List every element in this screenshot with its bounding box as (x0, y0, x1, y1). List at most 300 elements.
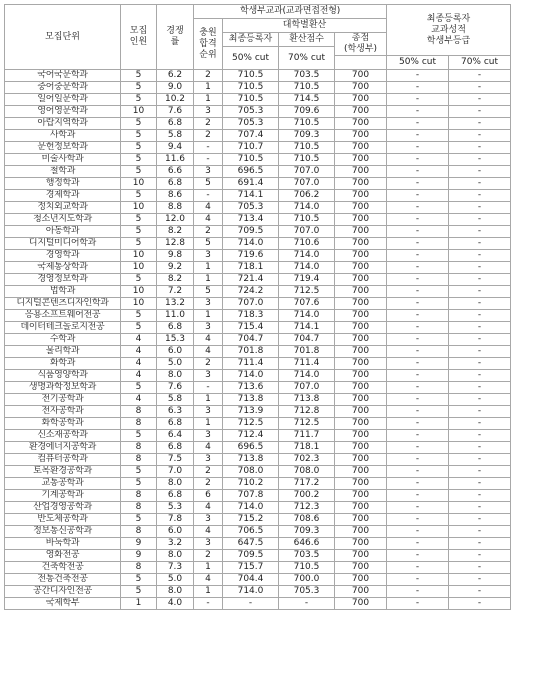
total-cell: 700 (335, 178, 387, 190)
grade-50-cell: - (387, 310, 449, 322)
table-row (5, 286, 511, 298)
table-row (5, 550, 511, 562)
final-reg-50-cell: 713.9 (223, 406, 279, 418)
total-cell: 700 (335, 526, 387, 538)
table-row (5, 118, 511, 130)
waitlist-cell: 2 (194, 358, 223, 370)
quota-cell: 4 (121, 334, 157, 346)
total-cell: 700 (335, 214, 387, 226)
conv-score-70-cell: 712.5 (279, 418, 335, 430)
waitlist-cell: 5 (194, 286, 223, 298)
total-cell: 700 (335, 334, 387, 346)
grade-70-cell: - (449, 286, 511, 298)
quota-cell: 10 (121, 250, 157, 262)
dept-cell: 미술사학과 (5, 154, 121, 166)
total-cell: 700 (335, 466, 387, 478)
grade-50-cell: - (387, 526, 449, 538)
quota-cell: 4 (121, 394, 157, 406)
main-group-header: 학생부교과(교과면접전형) (194, 5, 387, 19)
quota-cell: 10 (121, 286, 157, 298)
final-reg-50-cell: 713.8 (223, 454, 279, 466)
total-cell: 700 (335, 274, 387, 286)
total-cell: 700 (335, 370, 387, 382)
quota-cell: 9 (121, 550, 157, 562)
quota-cell: 8 (121, 418, 157, 430)
waitlist-cell: 4 (194, 214, 223, 226)
final-reg-50-cell: 691.4 (223, 178, 279, 190)
grade-70-cell: - (449, 190, 511, 202)
grade-70-cell: - (449, 106, 511, 118)
competition-cell: 6.2 (157, 70, 194, 82)
waitlist-cell: 4 (194, 346, 223, 358)
competition-cell: 6.8 (157, 490, 194, 502)
competition-cell: 6.8 (157, 418, 194, 430)
conv-score-70-cell: 710.5 (279, 214, 335, 226)
quota-cell: 8 (121, 406, 157, 418)
dept-cell: 국어국문학과 (5, 70, 121, 82)
quota-cell: 10 (121, 298, 157, 310)
quota-cell: 5 (121, 310, 157, 322)
grade-50-cell: - (387, 322, 449, 334)
dept-cell: 생명과학정보학과 (5, 382, 121, 394)
competition-cell: 5.0 (157, 358, 194, 370)
competition-cell: 8.0 (157, 370, 194, 382)
table-row (5, 238, 511, 250)
competition-cell: 5.8 (157, 394, 194, 406)
total-cell: 700 (335, 538, 387, 550)
dept-cell: 문헌정보학과 (5, 142, 121, 154)
total-cell: 700 (335, 202, 387, 214)
grade-50-cell: - (387, 154, 449, 166)
quota-cell: 5 (121, 214, 157, 226)
grade-50-cell: - (387, 178, 449, 190)
grade-70-cell: - (449, 490, 511, 502)
table-row (5, 94, 511, 106)
final-reg-50-cell: 715.4 (223, 322, 279, 334)
table-row (5, 382, 511, 394)
grade-70-cell: - (449, 322, 511, 334)
competition-cell: 5.0 (157, 574, 194, 586)
grade-50-cell: - (387, 538, 449, 550)
waitlist-cell: 1 (194, 586, 223, 598)
total-cell: 700 (335, 226, 387, 238)
waitlist-cell: 4 (194, 502, 223, 514)
grade-50-cell: - (387, 226, 449, 238)
conv-score-70-cell: 712.8 (279, 406, 335, 418)
table-row (5, 586, 511, 598)
waitlist-cell: 3 (194, 454, 223, 466)
conv-score-70-cell: 710.5 (279, 118, 335, 130)
competition-cell: 8.0 (157, 478, 194, 490)
grade-70-cell: - (449, 382, 511, 394)
conv-score-70-cell: 700.2 (279, 490, 335, 502)
total-cell: 700 (335, 346, 387, 358)
waitlist-cell: 2 (194, 130, 223, 142)
total-cell: 700 (335, 418, 387, 430)
dept-cell: 컴퓨터공학과 (5, 454, 121, 466)
quota-cell: 8 (121, 502, 157, 514)
total-cell: 700 (335, 382, 387, 394)
conv-score-70-cell: 710.5 (279, 82, 335, 94)
waitlist-cell: 1 (194, 94, 223, 106)
competition-cell: 8.6 (157, 190, 194, 202)
competition-cell: 6.6 (157, 166, 194, 178)
waitlist-cell: 3 (194, 406, 223, 418)
p70-header: 70% cut (279, 47, 335, 70)
conv-score-70-cell: 719.4 (279, 274, 335, 286)
grade-50-cell: - (387, 382, 449, 394)
table-row (5, 250, 511, 262)
total-cell: 700 (335, 322, 387, 334)
waitlist-cell: 2 (194, 466, 223, 478)
quota-cell: 10 (121, 262, 157, 274)
dept-cell: 신소재공학과 (5, 430, 121, 442)
grade-70-cell: - (449, 274, 511, 286)
dept-header: 모집단위 (5, 5, 121, 70)
dept-cell: 교통공학과 (5, 478, 121, 490)
grade-70-cell: - (449, 406, 511, 418)
table-row (5, 490, 511, 502)
grade-50-cell: - (387, 250, 449, 262)
conv-score-70-cell: 714.0 (279, 370, 335, 382)
grade-70-cell: - (449, 370, 511, 382)
competition-cell: 13.2 (157, 298, 194, 310)
waitlist-cell: 2 (194, 118, 223, 130)
grade-50-cell: - (387, 70, 449, 82)
waitlist-cell: 5 (194, 238, 223, 250)
conv-score-70-cell: 711.7 (279, 430, 335, 442)
conv-score-70-cell: 707.6 (279, 298, 335, 310)
waitlist-cell: 1 (194, 562, 223, 574)
final-reg-50-cell: 710.5 (223, 82, 279, 94)
grade-50-cell: - (387, 490, 449, 502)
conv-score-70-cell: 710.5 (279, 154, 335, 166)
conv-score-70-cell: 707.0 (279, 382, 335, 394)
quota-cell: 5 (121, 70, 157, 82)
competition-cell: 9.4 (157, 142, 194, 154)
conv-score-70-cell: 714.5 (279, 94, 335, 106)
quota-cell: 4 (121, 346, 157, 358)
final-reg-50-cell: 724.2 (223, 286, 279, 298)
waitlist-cell: 2 (194, 226, 223, 238)
total-cell: 700 (335, 586, 387, 598)
waitlist-cell: 5 (194, 178, 223, 190)
final-reg-50-cell: 719.6 (223, 250, 279, 262)
grade-70-cell: - (449, 166, 511, 178)
grade-50-cell: - (387, 598, 449, 610)
grade-50-cell: - (387, 82, 449, 94)
quota-cell: 5 (121, 226, 157, 238)
grade-70-cell: - (449, 538, 511, 550)
dept-cell: 산업경영공학과 (5, 502, 121, 514)
conv-score-70-cell: 713.8 (279, 394, 335, 406)
final-reg-50-cell: 712.5 (223, 418, 279, 430)
conv-score-70-cell: 711.4 (279, 358, 335, 370)
dept-cell: 국제학부 (5, 598, 121, 610)
dept-cell: 정보통신공학과 (5, 526, 121, 538)
competition-cell: 6.8 (157, 442, 194, 454)
waitlist-cell: 4 (194, 574, 223, 586)
table-row (5, 178, 511, 190)
quota-cell: 5 (121, 118, 157, 130)
waitlist-cell: 4 (194, 442, 223, 454)
conv-score-70-cell: - (279, 598, 335, 610)
final-grade-header: 최종등록자 교과성적 학생부등급 (387, 5, 511, 56)
grade-70-cell: - (449, 418, 511, 430)
waitlist-cell: 1 (194, 310, 223, 322)
waitlist-cell: 2 (194, 70, 223, 82)
univ-conv-header: 대학별환산 (223, 19, 387, 33)
grade-50-cell: - (387, 394, 449, 406)
conv-score-70-cell: 710.6 (279, 238, 335, 250)
final-reg-50-cell: 710.2 (223, 478, 279, 490)
total-cell: 700 (335, 562, 387, 574)
competition-cell: 5.3 (157, 502, 194, 514)
dept-cell: 건축학전공 (5, 562, 121, 574)
table-row (5, 598, 511, 610)
final-reg-50-cell: 712.4 (223, 430, 279, 442)
competition-cell: 8.2 (157, 226, 194, 238)
quota-cell: 10 (121, 202, 157, 214)
total-cell: 700 (335, 502, 387, 514)
waitlist-cell: 1 (194, 394, 223, 406)
waitlist-cell: 3 (194, 298, 223, 310)
competition-cell: 7.6 (157, 106, 194, 118)
final-reg-50-cell: 696.5 (223, 442, 279, 454)
quota-cell: 5 (121, 574, 157, 586)
grade-70-cell: - (449, 310, 511, 322)
table-row (5, 538, 511, 550)
grade-50-cell: - (387, 502, 449, 514)
table-row (5, 154, 511, 166)
final-reg-50-cell: 707.8 (223, 490, 279, 502)
final-reg-50-cell: 704.4 (223, 574, 279, 586)
conv-score-70-cell: 714.0 (279, 202, 335, 214)
dept-cell: 행정학과 (5, 178, 121, 190)
quota-cell: 5 (121, 166, 157, 178)
total-cell: 700 (335, 118, 387, 130)
grade-50-cell: - (387, 550, 449, 562)
table-body (5, 70, 511, 610)
grade-70-cell: - (449, 502, 511, 514)
table-row (5, 214, 511, 226)
total-cell: 700 (335, 82, 387, 94)
quota-cell: 10 (121, 178, 157, 190)
table-row (5, 466, 511, 478)
final-reg-50-cell: 714.0 (223, 238, 279, 250)
total-cell: 700 (335, 130, 387, 142)
grade-70-cell: - (449, 562, 511, 574)
quota-header: 모집 인원 (121, 5, 157, 70)
grade-50-cell: - (387, 466, 449, 478)
final-reg-50-cell: 718.1 (223, 262, 279, 274)
grade-50-cell: - (387, 142, 449, 154)
total-cell: 700 (335, 238, 387, 250)
table-row (5, 430, 511, 442)
grade-50-cell: - (387, 430, 449, 442)
grade-50-cell: - (387, 202, 449, 214)
conv-score-70-cell: 707.0 (279, 166, 335, 178)
waitlist-cell: 3 (194, 106, 223, 118)
final-reg-50-cell: 706.5 (223, 526, 279, 538)
grade-p50-header: 50% cut (387, 56, 449, 70)
competition-cell: 15.3 (157, 334, 194, 346)
grade-70-cell: - (449, 394, 511, 406)
admission-results-table (4, 4, 511, 610)
table-row (5, 274, 511, 286)
grade-70-cell: - (449, 214, 511, 226)
table-row (5, 502, 511, 514)
grade-70-cell: - (449, 130, 511, 142)
grade-70-cell: - (449, 478, 511, 490)
grade-50-cell: - (387, 190, 449, 202)
grade-50-cell: - (387, 478, 449, 490)
conv-score-70-cell: 707.0 (279, 178, 335, 190)
dept-cell: 전자공학과 (5, 406, 121, 418)
waitlist-cell: - (194, 382, 223, 394)
dept-cell: 전기공학과 (5, 394, 121, 406)
grade-70-cell: - (449, 454, 511, 466)
total-cell: 700 (335, 514, 387, 526)
grade-50-cell: - (387, 166, 449, 178)
final-reg-50-cell: 709.5 (223, 550, 279, 562)
total-cell: 700 (335, 310, 387, 322)
table-row (5, 526, 511, 538)
grade-70-cell: - (449, 526, 511, 538)
grade-50-cell: - (387, 238, 449, 250)
table-row (5, 310, 511, 322)
dept-cell: 환경에너지공학과 (5, 442, 121, 454)
final-reg-50-cell: 701.8 (223, 346, 279, 358)
quota-cell: 5 (121, 478, 157, 490)
grade-70-cell: - (449, 262, 511, 274)
conv-score-70-cell: 701.8 (279, 346, 335, 358)
grade-50-cell: - (387, 454, 449, 466)
grade-50-cell: - (387, 262, 449, 274)
grade-50-cell: - (387, 130, 449, 142)
competition-cell: 3.2 (157, 538, 194, 550)
grade-70-cell: - (449, 202, 511, 214)
quota-cell: 1 (121, 598, 157, 610)
competition-cell: 7.6 (157, 382, 194, 394)
waitlist-cell: 3 (194, 538, 223, 550)
waitlist-cell: 1 (194, 418, 223, 430)
conv-score-70-cell: 714.0 (279, 310, 335, 322)
total-header: 총점 (학생부) (335, 33, 387, 56)
competition-cell: 8.0 (157, 586, 194, 598)
waitlist-cell: 3 (194, 322, 223, 334)
dept-cell: 토목환경공학과 (5, 466, 121, 478)
competition-cell: 12.0 (157, 214, 194, 226)
conv-score-70-cell: 706.2 (279, 190, 335, 202)
grade-70-cell: - (449, 598, 511, 610)
dept-cell: 바둑학과 (5, 538, 121, 550)
competition-cell: 8.2 (157, 274, 194, 286)
total-cell: 700 (335, 298, 387, 310)
total-cell: 700 (335, 490, 387, 502)
dept-cell: 화학공학과 (5, 418, 121, 430)
dept-cell: 아랍지역학과 (5, 118, 121, 130)
conv-score-70-cell: 717.2 (279, 478, 335, 490)
final-reg-50-cell: 718.3 (223, 310, 279, 322)
quota-cell: 5 (121, 466, 157, 478)
total-cell: 700 (335, 406, 387, 418)
grade-70-cell: - (449, 118, 511, 130)
quota-cell: 8 (121, 526, 157, 538)
total-cell: 700 (335, 442, 387, 454)
quota-cell: 5 (121, 142, 157, 154)
quota-cell: 9 (121, 538, 157, 550)
grade-70-cell: - (449, 154, 511, 166)
table-row (5, 334, 511, 346)
grade-50-cell: - (387, 274, 449, 286)
table-row (5, 190, 511, 202)
grade-70-cell: - (449, 70, 511, 82)
quota-cell: 4 (121, 358, 157, 370)
grade-50-cell: - (387, 346, 449, 358)
grade-70-cell: - (449, 298, 511, 310)
quota-cell: 10 (121, 106, 157, 118)
grade-70-cell: - (449, 250, 511, 262)
grade-50-cell: - (387, 358, 449, 370)
grade-70-cell: - (449, 574, 511, 586)
dept-cell: 화학과 (5, 358, 121, 370)
table-row (5, 574, 511, 586)
grade-70-cell: - (449, 94, 511, 106)
quota-cell: 8 (121, 442, 157, 454)
grade-50-cell: - (387, 334, 449, 346)
conv-score-70-cell: 700.0 (279, 574, 335, 586)
grade-50-cell: - (387, 214, 449, 226)
grade-70-cell: - (449, 550, 511, 562)
final-reg-50-cell: 705.3 (223, 118, 279, 130)
competition-cell: 6.8 (157, 118, 194, 130)
quota-cell: 5 (121, 130, 157, 142)
quota-cell: 8 (121, 490, 157, 502)
grade-p70-header: 70% cut (449, 56, 511, 70)
final-reg-50-cell: 714.0 (223, 586, 279, 598)
final-reg-50-cell: 709.5 (223, 226, 279, 238)
grade-70-cell: - (449, 334, 511, 346)
waitlist-cell: 3 (194, 166, 223, 178)
total-cell: 700 (335, 454, 387, 466)
final-reg-header: 최종등록자 (223, 33, 279, 47)
competition-cell: 7.5 (157, 454, 194, 466)
grade-50-cell: - (387, 118, 449, 130)
quota-cell: 5 (121, 514, 157, 526)
quota-cell: 5 (121, 586, 157, 598)
final-reg-50-cell: 711.4 (223, 358, 279, 370)
competition-cell: 7.8 (157, 514, 194, 526)
conv-score-70-cell: 712.5 (279, 286, 335, 298)
quota-cell: 4 (121, 370, 157, 382)
final-reg-50-cell: 647.5 (223, 538, 279, 550)
competition-cell: 11.6 (157, 154, 194, 166)
dept-cell: 청소년지도학과 (5, 214, 121, 226)
quota-cell: 5 (121, 382, 157, 394)
competition-cell: 6.8 (157, 322, 194, 334)
final-reg-50-cell: 713.8 (223, 394, 279, 406)
conv-score-70-cell: 702.3 (279, 454, 335, 466)
total-cell: 700 (335, 394, 387, 406)
quota-cell: 5 (121, 430, 157, 442)
final-reg-50-cell: 710.5 (223, 154, 279, 166)
waitlist-cell: 6 (194, 490, 223, 502)
competition-cell: 6.0 (157, 346, 194, 358)
final-reg-50-cell: 705.3 (223, 106, 279, 118)
dept-cell: 디지털미디어학과 (5, 238, 121, 250)
conv-score-70-cell: 703.5 (279, 70, 335, 82)
